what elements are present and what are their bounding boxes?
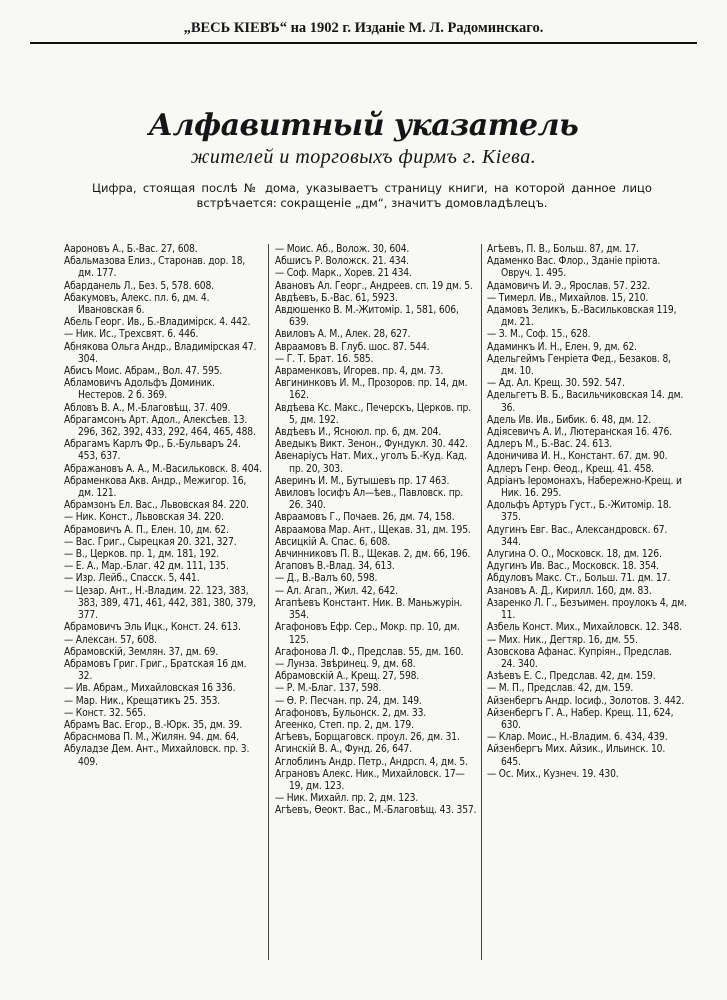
index-entry: Абрамовъ Григ. Григ., Братская 16 дм. 32. xyxy=(64,658,247,683)
index-entry: Абраснмова П. М., Жилян. 94. дм. 64. xyxy=(64,732,239,744)
index-entry: Абакумовъ, Алекс. пл. 6, дм. 4. Ивановская 6. xyxy=(64,292,210,317)
index-column-3 xyxy=(487,244,687,781)
index-entry: — М. П., Предслав. 42, дм. 159. xyxy=(487,683,634,695)
index-entry: Адріанъ Іеромонахъ, Набережно-Крещ. и Ник. 16. 295. xyxy=(487,475,682,500)
index-entry: — Ив. Абрам., Михайловская 16 336. xyxy=(64,683,236,695)
index-entry: Абисъ Моис. Абрам., Вол. 47. 595. xyxy=(64,366,223,378)
index-entry: — Соф. Марк., Хорев. 21 434. xyxy=(275,268,412,280)
index-entry: Авиловъ А. М., Алек. 28, 627. xyxy=(275,329,411,341)
index-entry: Агапѣевъ Констант. Ник. В. Маньжурін. 354. xyxy=(275,597,463,622)
index-entry: Аведыкъ Викт. Зенон., Фундукл. 30. 442. xyxy=(275,439,468,451)
index-entry: — Р. М.-Благ. 137, 598. xyxy=(275,683,382,695)
usage-note: Цифра, стоящая послѣ № дома, указываетъ страницу книги, на которой данное лицо встрѣчается: сокращеніе „дм“, значитъ домовладѣлецъ. xyxy=(92,181,652,210)
index-entry: Абраменкова Акв. Андр., Межигор. 16, дм. 121. xyxy=(64,475,247,500)
index-entry: Абнякова Ольга Андр., Владимірская 47. 304. xyxy=(64,341,257,365)
index-entry: Авчинниковъ П. В., Щекав. 2, дм. 66, 196. xyxy=(275,549,471,561)
index-entry: Адаминкъ И. Н., Елен. 9, дм. 62. xyxy=(487,341,637,353)
index-entry: Алугина О. О., Московск. 18, дм. 126. xyxy=(487,549,662,561)
index-entry: — Ал. Агап., Жил. 42, 642. xyxy=(275,585,398,597)
index-entry: — Г. Т. Брат. 16. 585. xyxy=(275,353,374,365)
index-entry: Авраменковъ, Игорев. пр. 4, дм. 73. xyxy=(275,366,444,378)
index-entry: Абшисъ Р. Воложск. 21. 434. xyxy=(275,256,409,268)
index-entry: — З. М., Соф. 15., 628. xyxy=(487,329,591,341)
index-entry: Абражановъ А. А., М.-Васильковск. 8. 404. xyxy=(64,463,262,475)
index-entry: — Клар. Моис., Н.-Владим. 6. 434, 439. xyxy=(487,732,668,744)
index-entry: Азовскова Афанас. Купріян., Предслав. 24. 340. xyxy=(487,646,672,670)
index-entry: Авдѣева Кс. Макс., Печерскъ, Церков. пр. 5, дм. 192. xyxy=(275,402,471,426)
index-entry: — Вас. Григ., Сырецкая 20. 321, 327. xyxy=(64,536,237,548)
column-divider xyxy=(268,244,269,960)
index-entry: Абрамовичъ А. П., Елен. 10, дм. 62. xyxy=(64,524,229,536)
index-entry: Агѣевъ, П. В., Больш. 87, дм. 17. xyxy=(487,244,639,255)
index-entry: Абрамъ Вас. Егор., В.-Юрк. 35, дм. 39. xyxy=(64,719,243,731)
index-entry: Аароновъ А., Б.-Вас. 27, 608. xyxy=(64,244,198,255)
index-entry: Адель Ив. Ив., Бибик. 6. 48, дм. 12. xyxy=(487,414,652,426)
index-column-1 xyxy=(64,244,263,769)
index-entry: Авдюшенко В. М.-Житомір. 1, 581, 606, 639. xyxy=(275,305,459,329)
index-entry: — Конст. 32. 565. xyxy=(64,707,146,719)
page-header: „ВЕСЬ КІЕВЪ“ на 1902 г. Изданіе М. Л. Радоминскаго. xyxy=(183,20,544,36)
index-entry: — Алексан. 57, 608. xyxy=(64,634,157,646)
index-entry: Агеенко, Степ. пр. 2, дм. 179. xyxy=(275,719,414,731)
index-entry: Агафоновъ Ефр. Сер., Мокр. пр. 10, дм. 125. xyxy=(275,622,460,646)
index-entry: Азаренко Л. Г., Безъимен. проулокъ 4, дм. 11. xyxy=(487,597,687,622)
index-subtitle: жителей и торговыхъ фирмъ г. Кіева. xyxy=(190,146,537,168)
index-entry: Аграновъ Алекс. Ник., Михайловск. 17—19, дм. 123. xyxy=(275,768,465,792)
index-entry: Агѣевъ, Борщаговск. проул. 26, дм. 31. xyxy=(275,732,460,744)
index-entry: Авдѣевъ, Б.-Вас. 61, 5923. xyxy=(275,292,398,304)
index-entry: Абель Георг. Ив., Б.-Владимірск. 4. 442. xyxy=(64,317,251,329)
index-entry: Авенаріусъ Нат. Мих., уголъ Б.-Куд. Кад. пр. 20, 303. xyxy=(275,451,467,475)
index-entry: Айзенбергъ Мих. Айзик., Ильинск. 10. 645. xyxy=(487,744,666,768)
index-entry: Абуладзе Дем. Ант., Михайловск. пр. 3. 409. xyxy=(64,744,250,768)
index-entry: Абарданель Л., Без. 5, 578. 608. xyxy=(64,280,214,292)
column-divider xyxy=(481,244,482,960)
index-entry: — Моис. Аб., Волож. 30, 604. xyxy=(275,244,410,255)
index-entry: Агинскій В. А., Фунд. 26, 647. xyxy=(275,744,412,756)
index-column-2 xyxy=(275,244,477,818)
index-entry: — Д., В.-Валъ 60, 598. xyxy=(275,573,378,585)
index-entry: Абальмазова Елиз., Старонав. дор. 18, дм. 177. xyxy=(64,256,246,280)
index-entry: Авсицкій А. Спас. 6, 608. xyxy=(275,536,391,548)
index-entry: Абрамовскій, Землян. 37, дм. 69. xyxy=(64,646,219,658)
index-entry: Агаповъ В.-Влад. 34, 613. xyxy=(275,561,395,573)
index-entry: Абрамовичъ Эль Ицк., Конст. 24. 613. xyxy=(64,622,241,634)
index-entry: Адлеръ М., Б.-Вас. 24. 613. xyxy=(487,439,613,451)
index-entry: Адельгеймъ Генріета Фед., Безаков. 8, дм. 10. xyxy=(487,353,671,378)
index-entry: Адамовъ Зеликъ, Б.-Васильковская 119, дм. 21. xyxy=(487,305,677,329)
index-entry: — Ос. Мих., Кузнеч. 19. 430. xyxy=(487,768,619,780)
index-entry: Авдѣевъ И., Ясноюл. пр. 6, дм. 204. xyxy=(275,427,442,439)
index-entry: Адамовичъ И. Э., Ярослав. 57. 232. xyxy=(487,280,651,292)
index-entry: — Ник. Михайл. пр. 2, дм. 123. xyxy=(275,793,419,805)
index-entry: Адугинъ Евг. Вас., Александровск. 67. 344. xyxy=(487,524,668,548)
header-rule xyxy=(30,42,697,44)
index-entry: Азановъ А. Д., Кирилл. 160, дм. 83. xyxy=(487,585,652,597)
index-entry: Айзенбергъ Андр. Іосиф., Золотов. 3. 442. xyxy=(487,695,685,707)
index-entry: Азѣевъ Е. С., Предслав. 42, дм. 159. xyxy=(487,671,656,683)
index-entry: — Мар. Ник., Крещатикъ 25. 353. xyxy=(64,695,221,707)
index-entry: Айзенбергъ Г. А., Набер. Крещ. 11, 624, 630. xyxy=(487,707,674,731)
index-entry: — Мих. Ник., Дегтяр. 16, дм. 55. xyxy=(487,634,638,646)
index-entry: Адольфъ Артуръ Густ., Б.-Житомір. 18. 375. xyxy=(487,500,672,524)
index-entry: Абламовичъ Адольфъ Доминик. Нестеров. 2 б. 369. xyxy=(64,378,215,402)
index-entry: Адоничива И. Н., Констант. 67. дм. 90. xyxy=(487,451,668,463)
index-entry: Абловъ В. А., М.-Благовѣщ. 37. 409. xyxy=(64,402,231,414)
index-entry: Авгининковъ И. М., Прозоров. пр. 14, дм. 162. xyxy=(275,378,468,402)
index-entry: Авраамовъ В. Глуб. шос. 87. 544. xyxy=(275,341,430,353)
index-entry: Абрагамсонъ Арт. Адол., Алексѣев. 13. 296, 362, 392, 433, 292, 464, 465, 488. xyxy=(64,414,256,439)
index-entry: Агафоновъ, Бульонск. 2, дм. 33. xyxy=(275,707,427,719)
index-entry: Авраамова Мар. Ант., Щекав. 31, дм. 195. xyxy=(275,524,471,536)
index-entry: Авиловъ Іосифъ Ал—ѣев., Павловск. пр. 26. 340. xyxy=(275,488,463,512)
index-entry: Адугинъ Ив. Вас., Московск. 18. 354. xyxy=(487,561,659,573)
index-entry: Адіясевичъ А. И., Лютеранская 16. 476. xyxy=(487,427,672,439)
index-entry: Адлеръ Генр. Ѳеод., Крещ. 41. 458. xyxy=(487,463,654,475)
index-title: Алфавитный указатель xyxy=(148,108,579,143)
index-entry: — В., Церков. пр. 1, дм. 181, 192. xyxy=(64,549,220,561)
index-entry: — Лунза. Звѣринец. 9, дм. 68. xyxy=(275,658,416,670)
index-entry: Абдуловъ Макс. Ст., Больш. 71. дм. 17. xyxy=(487,573,671,585)
index-entry: — Изр. Лейб., Спасск. 5, 441. xyxy=(64,573,200,585)
index-entry: — Ник. Ис., Трехсвят. 6. 446. xyxy=(64,329,199,341)
index-entry: — Цезар. Ант., Н.-Владим. 22. 123, 383, 383, 389, 471, 461, 442, 381, 380, 379, 377. xyxy=(64,585,256,622)
index-entry: Аглоблинъ Андр. Петр., Андрсп. 4, дм. 5. xyxy=(275,756,468,768)
index-entry: Азбель Конст. Мих., Михайловск. 12. 348. xyxy=(487,622,682,634)
index-entry: Авановъ Ал. Георг., Андреев. сп. 19 дм. 5. xyxy=(275,280,473,292)
index-entry: Адельгетъ В. Б., Васильчиковская 14. дм. 36. xyxy=(487,390,684,414)
index-entry: Аверинъ И. М., Бутышевъ пр. 17 463. xyxy=(275,475,450,487)
index-entry: Агѣевъ, Ѳеокт. Вас., М.-Благовѣщ. 43. 357. xyxy=(275,805,477,817)
index-entry: — Ник. Конст., Львовская 34. 220. xyxy=(64,512,224,524)
index-entry: — Ѳ. Р. Песчан. пр. 24, дм. 149. xyxy=(275,695,422,707)
index-entry: Адаменко Вас. Флор., Зданіе пріюта. Овруч. 1. 495. xyxy=(487,256,661,280)
index-entry: Авраамовъ Г., Почаев. 26, дм. 74, 158. xyxy=(275,512,455,524)
index-entry: — Тимерл. Ив., Михайлов. 15, 210. xyxy=(487,292,649,304)
index-entry: Абрамовскій А., Крещ. 27, 598. xyxy=(275,671,420,683)
index-entry: — Ад. Ал. Крещ. 30. 592. 547. xyxy=(487,378,625,390)
index-entry: — Е. А., Мар.-Благ. 42 дм. 111, 135. xyxy=(64,561,229,573)
index-entry: Абрамзонъ Ел. Вас., Львовская 84. 220. xyxy=(64,500,249,512)
index-entry: Агафонова Л. Ф., Предслав. 55, дм. 160. xyxy=(275,646,464,658)
index-entry: Абрагамъ Карлъ Фр., Б.-Бульваръ 24. 453, 637. xyxy=(64,439,241,463)
